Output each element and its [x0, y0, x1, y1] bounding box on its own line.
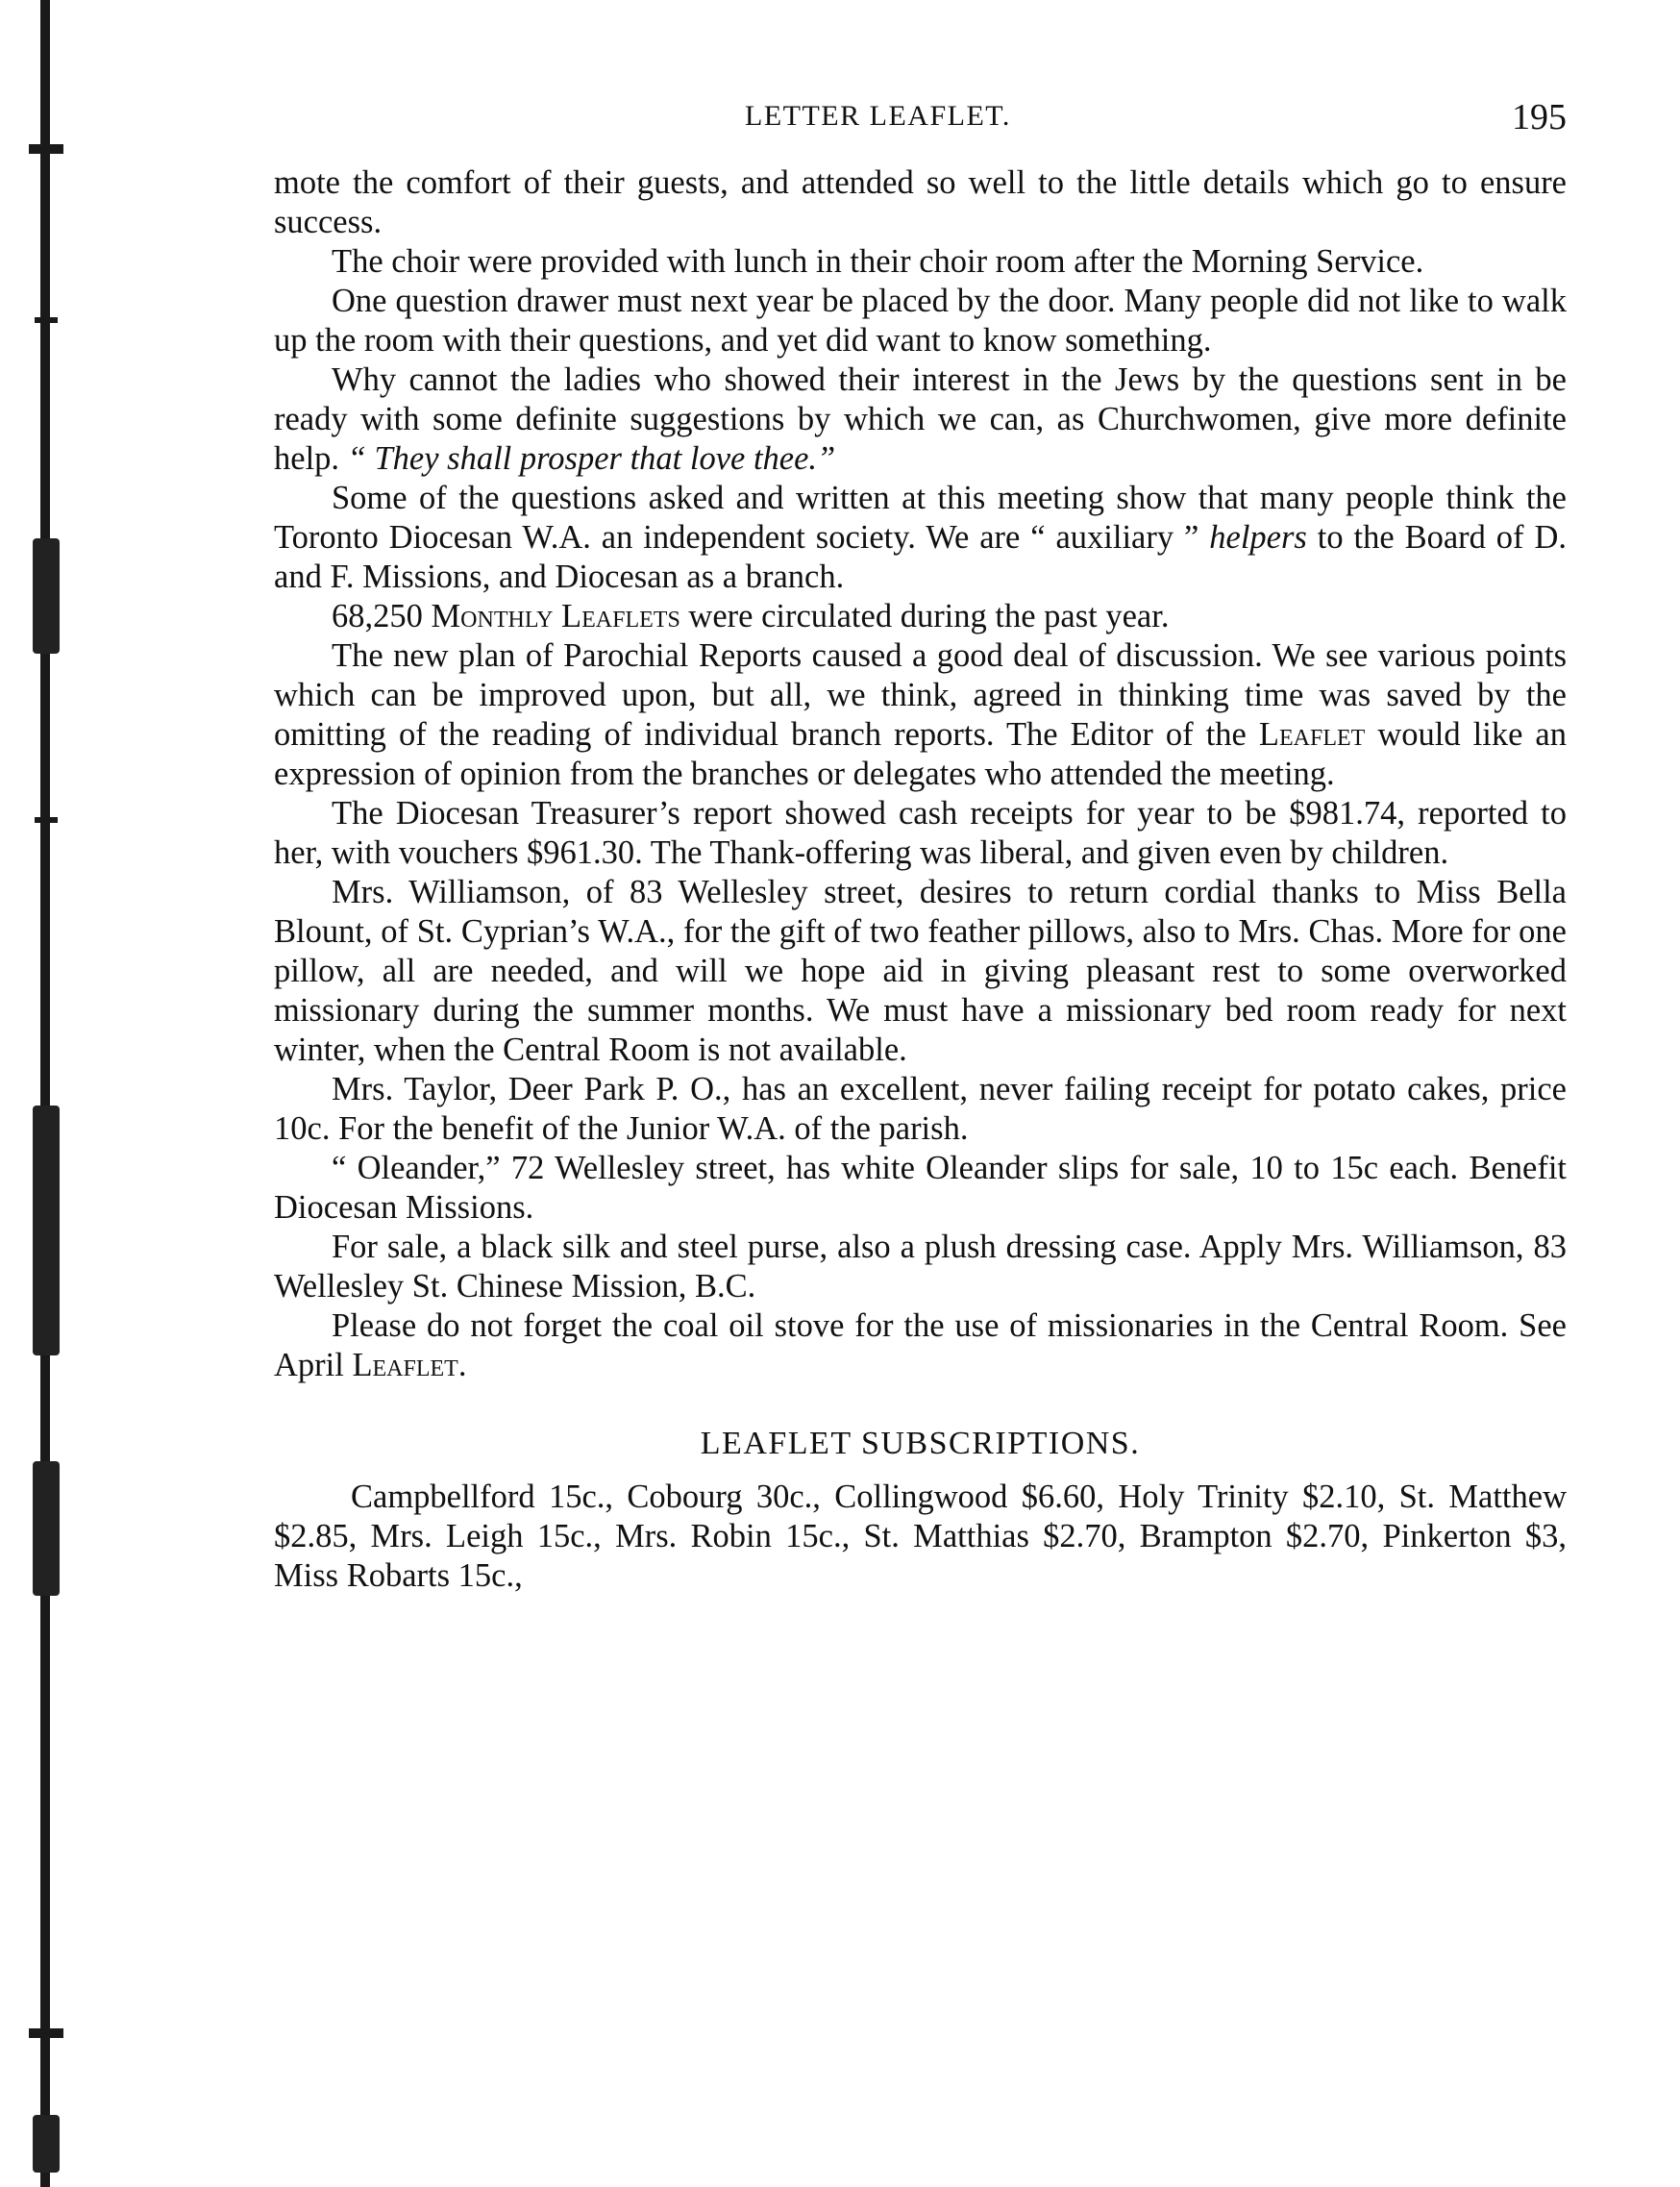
text-run: .: [457, 1347, 467, 1383]
body-text: [274, 163, 1567, 1385]
body-paragraph: [274, 282, 1567, 360]
text-run: Please do not forget the coal oil stove for the use of missionaries in the Central Room. See April: [274, 1307, 1567, 1383]
body-paragraph: [274, 636, 1567, 794]
body-paragraph: [274, 1228, 1567, 1306]
text-run: The new plan of Parochial Reports caused a good deal of discussion. We see various points which can be improved upon, but all, we think, agreed in thinking time was saved by the omitting of the reading of individual branch reports. The Editor of the: [274, 637, 1567, 753]
binding-blob: [33, 1461, 60, 1596]
binding-mark: [29, 2028, 63, 2038]
subscriptions-paragraph: Campbellford 15c., Cobourg 30c., Collingwood $6.60, Holy Trinity $2.10, St. Matthew $2.85, Mrs. Leigh 15c., Mrs. Robin 15c., St. Matthias $2.70, Brampton $2.70, Pinkerton $3, Miss Robarts 15c.,: [274, 1479, 1567, 1594]
book-binding-edge: [29, 0, 63, 2187]
text-run: were circulated during the past year.: [679, 598, 1170, 634]
page-number: 195: [1512, 97, 1567, 137]
subscriptions-list: [274, 1478, 1567, 1596]
text-run: For sale, a black silk and steel purse, also a plush dressing case. Apply Mrs. Williamson, 83 Wellesley St. Chinese Mission, B.C.: [274, 1229, 1567, 1305]
text-run: 68,250: [332, 598, 432, 634]
binding-mark: [35, 317, 58, 323]
italic-text: helpers: [1209, 519, 1307, 556]
text-run: to the Board of D. and F. Missions, and Diocesan as a branch.: [274, 519, 1568, 595]
running-head: [274, 96, 1567, 163]
small-caps-text: Leaflet: [1258, 716, 1366, 753]
text-run: The choir were provided with lunch in their choir room after the Morning Service.: [332, 243, 1424, 280]
subscriptions-heading: LEAFLET SUBSCRIPTIONS.: [700, 1426, 1141, 1461]
text-run: One question drawer must next year be placed by the door. Many people did not like to walk up the room with their questions, and yet did want to know something.: [274, 283, 1567, 359]
binding-mark: [29, 144, 63, 154]
italic-text: “ They shall prosper that love thee.”: [347, 440, 836, 477]
text-run: mote the comfort of their guests, and attended so well to the little details which go to ensure success.: [274, 164, 1567, 240]
text-run: Mrs. Taylor, Deer Park P. O., has an excellent, never failing receipt for potato cakes, price 10c. For the benefit of the Junior W.A. of the parish.: [274, 1071, 1567, 1147]
binding-mark: [35, 817, 58, 823]
body-paragraph: [274, 360, 1567, 479]
book-page: [274, 96, 1567, 1596]
body-paragraph: [274, 1070, 1567, 1149]
body-paragraph: [274, 163, 1567, 242]
binding-blob: [33, 2115, 60, 2173]
text-run: Some of the questions asked and written at this meeting show that many people think the Toronto Diocesan W.A. an independent society. We are “ auxiliary ”: [274, 480, 1567, 556]
body-paragraph: [274, 873, 1567, 1070]
small-caps-text: Monthly Leaflets: [431, 598, 680, 634]
binding-blob: [33, 538, 60, 654]
body-paragraph: [274, 1306, 1567, 1385]
binding-blob: [33, 1106, 60, 1355]
body-paragraph: [274, 794, 1567, 873]
body-paragraph: [274, 597, 1567, 636]
text-run: Why cannot the ladies who showed their interest in the Jews by the questions sent in be ready with some definite suggestions by which we can, as Churchwomen, give more definite help.: [274, 361, 1567, 477]
running-title: LETTER LEAFLET.: [745, 100, 1011, 132]
body-paragraph: [274, 479, 1567, 597]
text-run: Mrs. Williamson, of 83 Wellesley street, desires to return cordial thanks to Miss Bella Blount, of St. Cyprian’s W.A., for the gift of two feather pillows, also to Mrs. Chas. More for one pillow, all are needed, and will we hope aid in giving pleasant rest to some overworked missionary during the summer months. We must have a missionary bed room ready for next winter, when the Central Room is not available.: [274, 874, 1567, 1068]
binding-spine: [40, 0, 50, 2187]
body-paragraph: [274, 242, 1567, 282]
text-run: would like an expression of opinion from the branches or delegates who attended the meeting.: [274, 716, 1567, 792]
text-run: The Diocesan Treasurer’s report showed cash receipts for year to be $981.74, reported to her, with vouchers $961.30. The Thank-offering was liberal, and given even by children.: [274, 795, 1567, 871]
small-caps-text: Leaflet: [352, 1347, 458, 1383]
body-paragraph: [274, 1149, 1567, 1228]
text-run: “ Oleander,” 72 Wellesley street, has white Oleander slips for sale, 10 to 15c each. Benefit Diocesan Missions.: [274, 1150, 1567, 1226]
